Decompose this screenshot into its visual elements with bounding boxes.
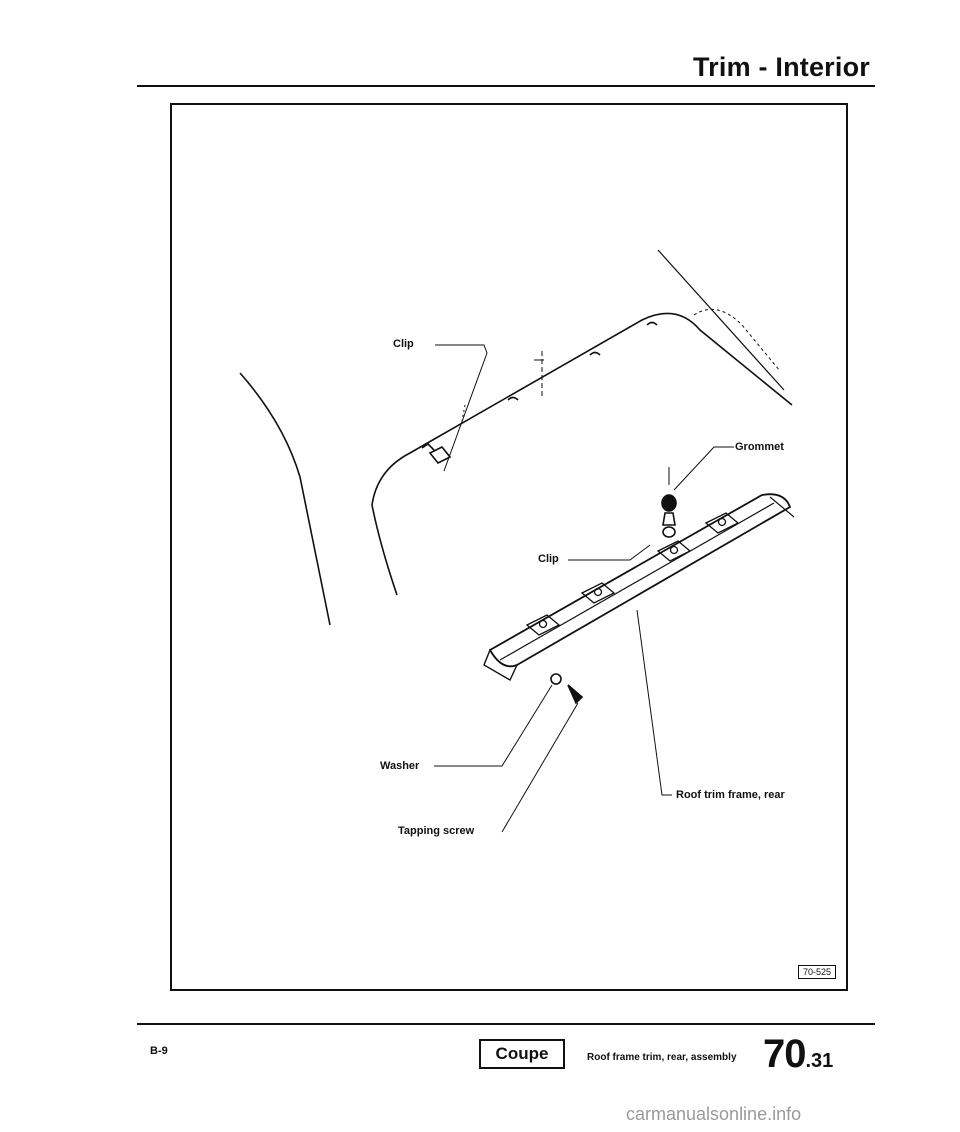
page-caption: Roof frame trim, rear, assembly <box>587 1052 737 1063</box>
label-washer: Washer <box>380 760 420 772</box>
label-roof-trim-frame: Roof trim frame, rear <box>676 789 785 801</box>
page-header-title: Trim - Interior <box>692 52 870 82</box>
section-major: 70 <box>763 1032 806 1076</box>
label-tapping-screw: Tapping screw <box>398 825 475 837</box>
footer-rule <box>137 1023 875 1025</box>
section-minor: .31 <box>805 1050 834 1072</box>
figure-number: 70-525 <box>798 965 836 979</box>
section-number <box>763 1032 833 1077</box>
header-rule <box>137 85 875 87</box>
label-clip-upper: Clip <box>393 338 414 350</box>
page-code: B-9 <box>150 1045 168 1057</box>
label-grommet: Grommet <box>735 441 784 453</box>
watermark: carmanualsonline.info <box>626 1104 802 1124</box>
figure-frame <box>170 103 848 991</box>
variant-box: Coupe <box>479 1039 565 1069</box>
exploded-view-illustration <box>172 105 846 989</box>
label-clip-lower: Clip <box>538 553 559 565</box>
